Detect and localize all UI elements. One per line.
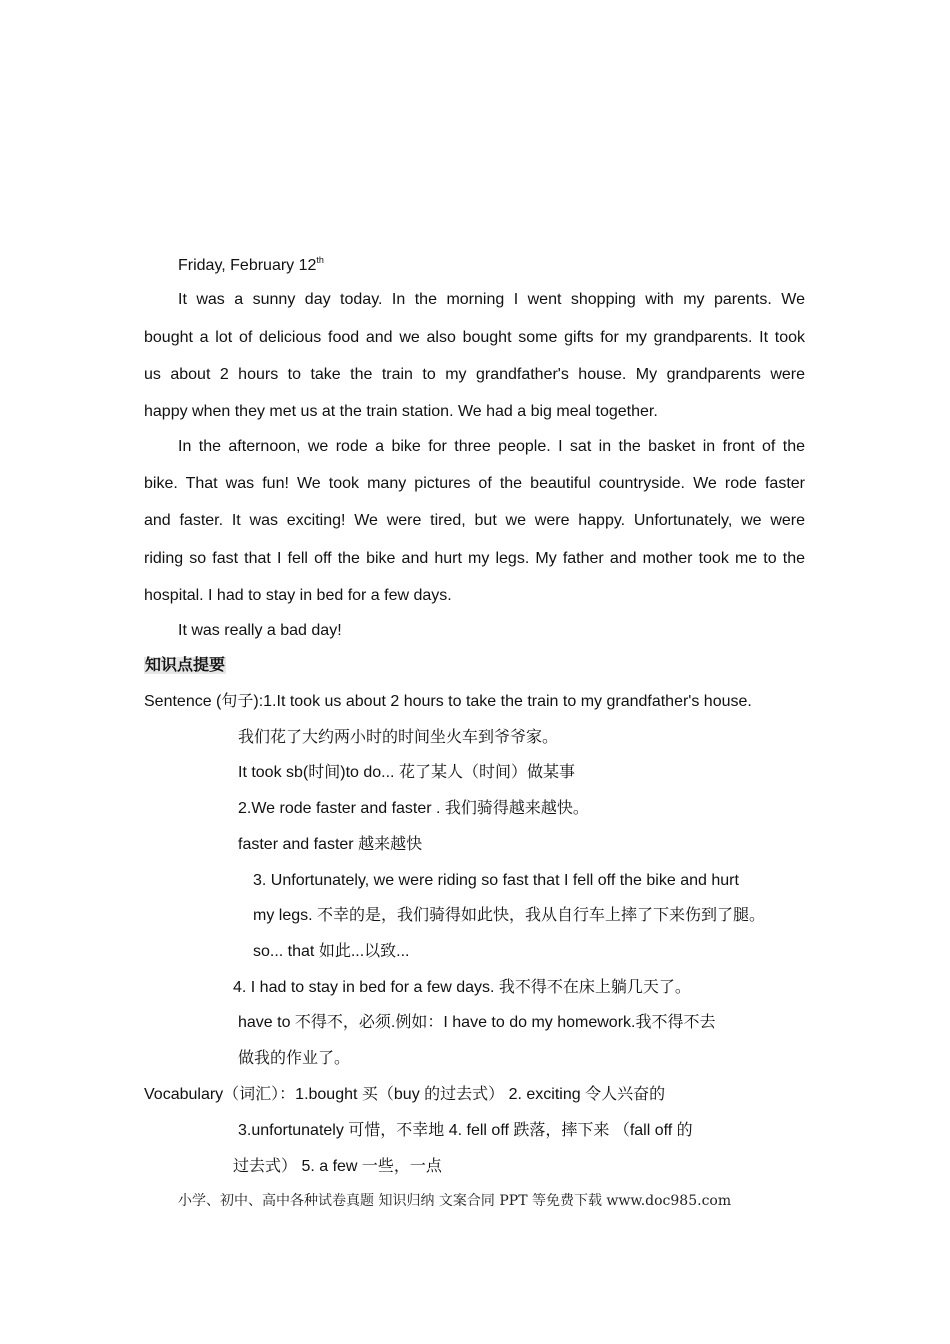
vocabulary-line1: Vocabulary（词汇）：1.bought 买（buy 的过去式） 2. exciting 令人兴奋的 bbox=[144, 1086, 666, 1103]
sentence-4-pattern-line2: 做我的作业了。 bbox=[238, 1050, 351, 1067]
sentence-1-translation: 我们花了大约两小时的时间坐火车到爷爷家。 bbox=[238, 729, 559, 746]
paragraph-line: bought a lot of delicious food and we also bought some gifts for my grandparents. It took bbox=[144, 329, 805, 346]
paragraph-line: hospital. I had to stay in bed for a few days. bbox=[144, 587, 452, 604]
sentence-3-line2: my legs. 不幸的是，我们骑得如此快，我从自行车上摔了下来伤到了腿。 bbox=[253, 907, 766, 924]
sentence-2-pattern: faster and faster 越来越快 bbox=[238, 836, 423, 853]
date-text: Friday, February 12 bbox=[178, 257, 317, 274]
paragraph-line: bike. That was fun! We took many pictures of the beautiful countryside. We rode faster bbox=[144, 475, 805, 492]
paragraph-line: In the afternoon, we rode a bike for three people. I sat in the basket in front of the bbox=[178, 438, 805, 455]
sentence-2: 2.We rode faster and faster . 我们骑得越来越快。 bbox=[238, 800, 589, 817]
paragraph-line: and faster. It was exciting! We were tired, but we were happy. Unfortunately, we were bbox=[144, 512, 805, 529]
sentence-1: Sentence (句子):1.It took us about 2 hours to take the train to my grandfather's house. bbox=[144, 693, 752, 710]
vocabulary-line2: 3.unfortunately 可惜，不幸地 4. fell off 跌落，摔下来 （fall off 的 bbox=[238, 1122, 693, 1139]
diary-closing: It was really a bad day! bbox=[178, 622, 342, 639]
paragraph-line: us about 2 hours to take the train to my grandfather's house. My grandparents were bbox=[144, 366, 805, 383]
paragraph-line: It was a sunny day today. In the morning I went shopping with my parents. We bbox=[178, 291, 805, 308]
diary-date bbox=[178, 256, 324, 276]
sentence-3-pattern: so... that 如此...以致... bbox=[253, 943, 410, 960]
sentence-4-pattern-line1: have to 不得不，必须.例如：I have to do my homework.我不得不去 bbox=[238, 1014, 716, 1031]
sentence-1-pattern: It took sb(时间)to do... 花了某人（时间）做某事 bbox=[238, 764, 575, 781]
page-footer: 小学、初中、高中各种试卷真题 知识归纳 文案合同 PPT 等免费下载 www.doc985.com bbox=[178, 1193, 732, 1209]
paragraph-line: happy when they met us at the train station. We had a big meal together. bbox=[144, 403, 658, 420]
notes-heading: 知识点提要 bbox=[145, 657, 226, 674]
sentence-3-line1: 3. Unfortunately, we were riding so fast that I fell off the bike and hurt bbox=[253, 872, 739, 889]
sentence-4: 4. I had to stay in bed for a few days. 我不得不在床上躺几天了。 bbox=[233, 979, 691, 996]
paragraph-line: riding so fast that I fell off the bike and hurt my legs. My father and mother took me to the bbox=[144, 550, 805, 567]
vocabulary-line3: 过去式） 5. a few 一些，一点 bbox=[233, 1158, 442, 1175]
date-superscript: th bbox=[316, 255, 324, 265]
